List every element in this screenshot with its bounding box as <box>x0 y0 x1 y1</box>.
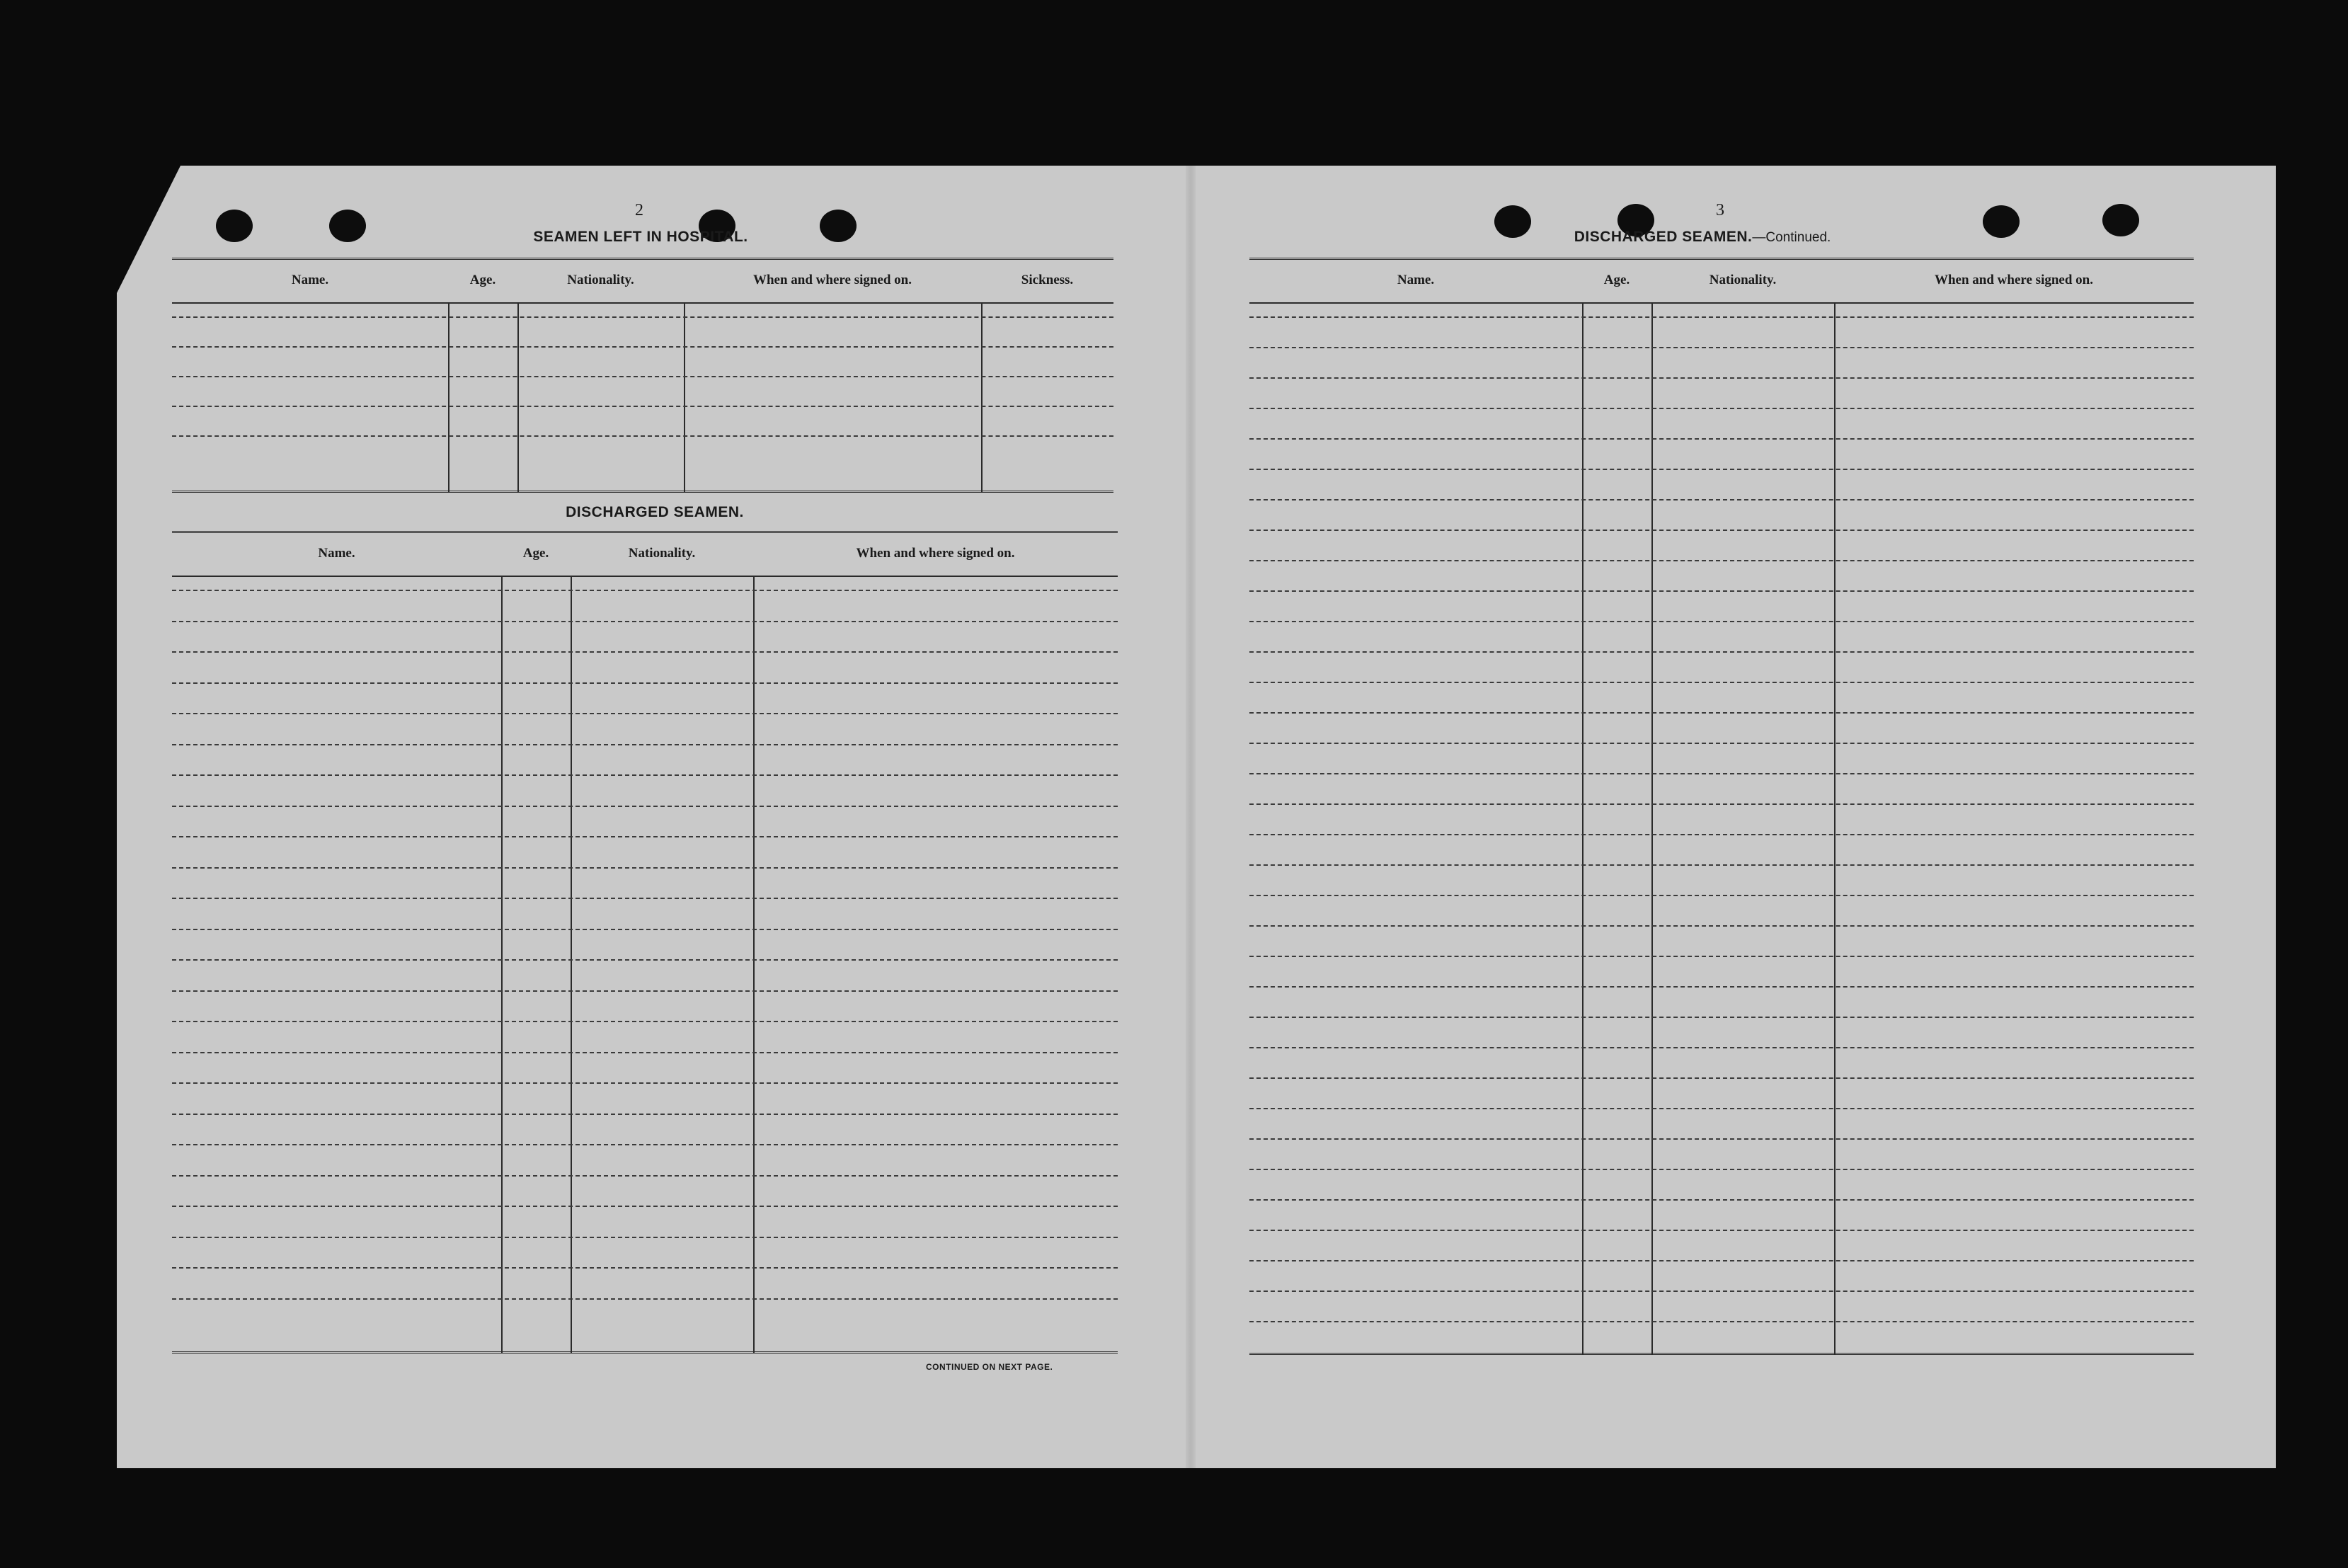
col-name: Name. <box>1397 273 1435 287</box>
page-number-left: 2 <box>635 201 643 219</box>
punch-hole <box>820 210 857 242</box>
discharged-continued-header <box>1249 260 2194 304</box>
form-row-line <box>1249 1138 2194 1140</box>
form-row-line <box>1249 1230 2194 1231</box>
form-row-line <box>1249 834 2194 835</box>
form-row-line <box>172 1175 1118 1177</box>
form-row-line <box>172 867 1118 869</box>
col-nationality: Nationality. <box>1709 273 1777 287</box>
form-row-line <box>1249 956 2194 957</box>
discharged-continued-body <box>1249 304 2194 1354</box>
discharged-table-header <box>172 533 1118 577</box>
form-row-line <box>1249 925 2194 927</box>
form-row-line <box>1249 408 2194 409</box>
form-row-line <box>172 651 1118 653</box>
form-row-line <box>1249 895 2194 896</box>
form-row-line <box>172 376 1113 377</box>
form-row-line <box>1249 560 2194 561</box>
discharged-table-left <box>172 531 1118 1354</box>
col-divider <box>517 304 519 492</box>
form-row-line <box>1249 621 2194 622</box>
form-row-line <box>1249 438 2194 440</box>
form-row-line <box>1249 1047 2194 1048</box>
form-row-line <box>1249 773 2194 774</box>
form-row-line <box>172 959 1118 961</box>
hospital-table <box>172 258 1113 493</box>
form-row-line <box>1249 469 2194 470</box>
punch-hole <box>1983 205 2020 238</box>
form-row-line <box>172 1144 1118 1145</box>
form-row-line <box>172 713 1118 714</box>
form-row-line <box>1249 1108 2194 1109</box>
continued-note: CONTINUED ON NEXT PAGE. <box>926 1362 1053 1372</box>
col-sickness: Sickness. <box>1021 273 1074 287</box>
form-row-line <box>1249 1077 2194 1079</box>
table-bottom-rule <box>172 1351 1118 1354</box>
form-row-line <box>172 774 1118 776</box>
form-row-line <box>1249 1169 2194 1170</box>
form-row-line <box>172 621 1118 622</box>
page-number-right: 3 <box>1716 201 1724 219</box>
form-row-line <box>1249 743 2194 744</box>
form-row-line <box>172 406 1113 407</box>
col-when-where: When and where signed on. <box>752 273 912 287</box>
col-divider <box>448 304 449 492</box>
col-divider <box>1834 304 1836 1354</box>
form-row-line <box>1249 682 2194 683</box>
discharged-table-body <box>172 577 1118 1353</box>
form-row-line <box>172 1082 1118 1084</box>
table-bottom-rule <box>172 491 1113 493</box>
col-divider <box>981 304 983 492</box>
form-row-line <box>172 1267 1118 1269</box>
punch-hole <box>1494 205 1531 238</box>
punch-hole <box>2102 204 2139 236</box>
form-row-line <box>172 744 1118 745</box>
col-age: Age. <box>469 273 496 287</box>
form-row-line <box>1249 1321 2194 1322</box>
discharged-table-right <box>1249 258 2194 1356</box>
form-row-line <box>1249 986 2194 988</box>
form-row-line <box>1249 1291 2194 1292</box>
form-row-line <box>1249 316 2194 318</box>
form-row-line <box>172 1298 1118 1300</box>
punch-hole <box>329 210 366 242</box>
form-row-line <box>172 682 1118 684</box>
page-gutter <box>1186 166 1196 1468</box>
col-age: Age. <box>1603 273 1630 287</box>
form-row-line <box>1249 651 2194 653</box>
col-when-where: When and where signed on. <box>856 546 1015 561</box>
form-row-line <box>172 990 1118 992</box>
form-row-line <box>172 898 1118 899</box>
col-nationality: Nationality. <box>628 546 696 561</box>
form-row-line <box>1249 712 2194 714</box>
form-row-line <box>1249 803 2194 805</box>
form-row-line <box>172 1206 1118 1207</box>
form-row-line <box>1249 530 2194 531</box>
folded-corner <box>117 166 181 293</box>
col-nationality: Nationality. <box>567 273 634 287</box>
form-row-line <box>1249 499 2194 500</box>
document-spread <box>117 166 2276 1468</box>
form-row-line <box>1249 347 2194 348</box>
form-row-line <box>1249 1017 2194 1018</box>
col-divider <box>1582 304 1584 1354</box>
col-name: Name. <box>291 273 329 287</box>
form-row-line <box>172 836 1118 837</box>
form-row-line <box>172 1021 1118 1022</box>
form-row-line <box>1249 1199 2194 1201</box>
form-row-line <box>172 1237 1118 1238</box>
form-row-line <box>1249 864 2194 866</box>
form-row-line <box>1249 1260 2194 1261</box>
col-age: Age. <box>522 546 549 561</box>
form-row-line <box>172 806 1118 807</box>
col-divider <box>684 304 685 492</box>
continued-suffix: —Continued. <box>1752 230 1831 245</box>
form-row-line <box>172 435 1113 437</box>
table-bottom-rule <box>1249 1353 2194 1355</box>
form-row-line <box>172 1114 1118 1115</box>
form-row-line <box>1249 590 2194 592</box>
discharged-continued-title <box>1533 229 1872 246</box>
col-divider <box>1651 304 1653 1354</box>
form-row-line <box>172 590 1118 591</box>
discharged-continued-title-text: DISCHARGED SEAMEN. <box>1574 229 1753 245</box>
hospital-table-header <box>172 260 1113 304</box>
col-name: Name. <box>318 546 355 561</box>
form-row-line <box>172 316 1113 318</box>
col-when-where: When and where signed on. <box>1934 273 2093 287</box>
form-row-line <box>172 929 1118 930</box>
form-row-line <box>172 346 1113 348</box>
form-row-line <box>1249 377 2194 379</box>
hospital-section-title: SEAMEN LEFT IN HOSPITAL. <box>533 229 748 245</box>
hospital-table-body <box>172 304 1113 492</box>
form-row-line <box>172 1052 1118 1053</box>
punch-hole <box>216 210 253 242</box>
discharged-section-title: DISCHARGED SEAMEN. <box>566 504 744 520</box>
